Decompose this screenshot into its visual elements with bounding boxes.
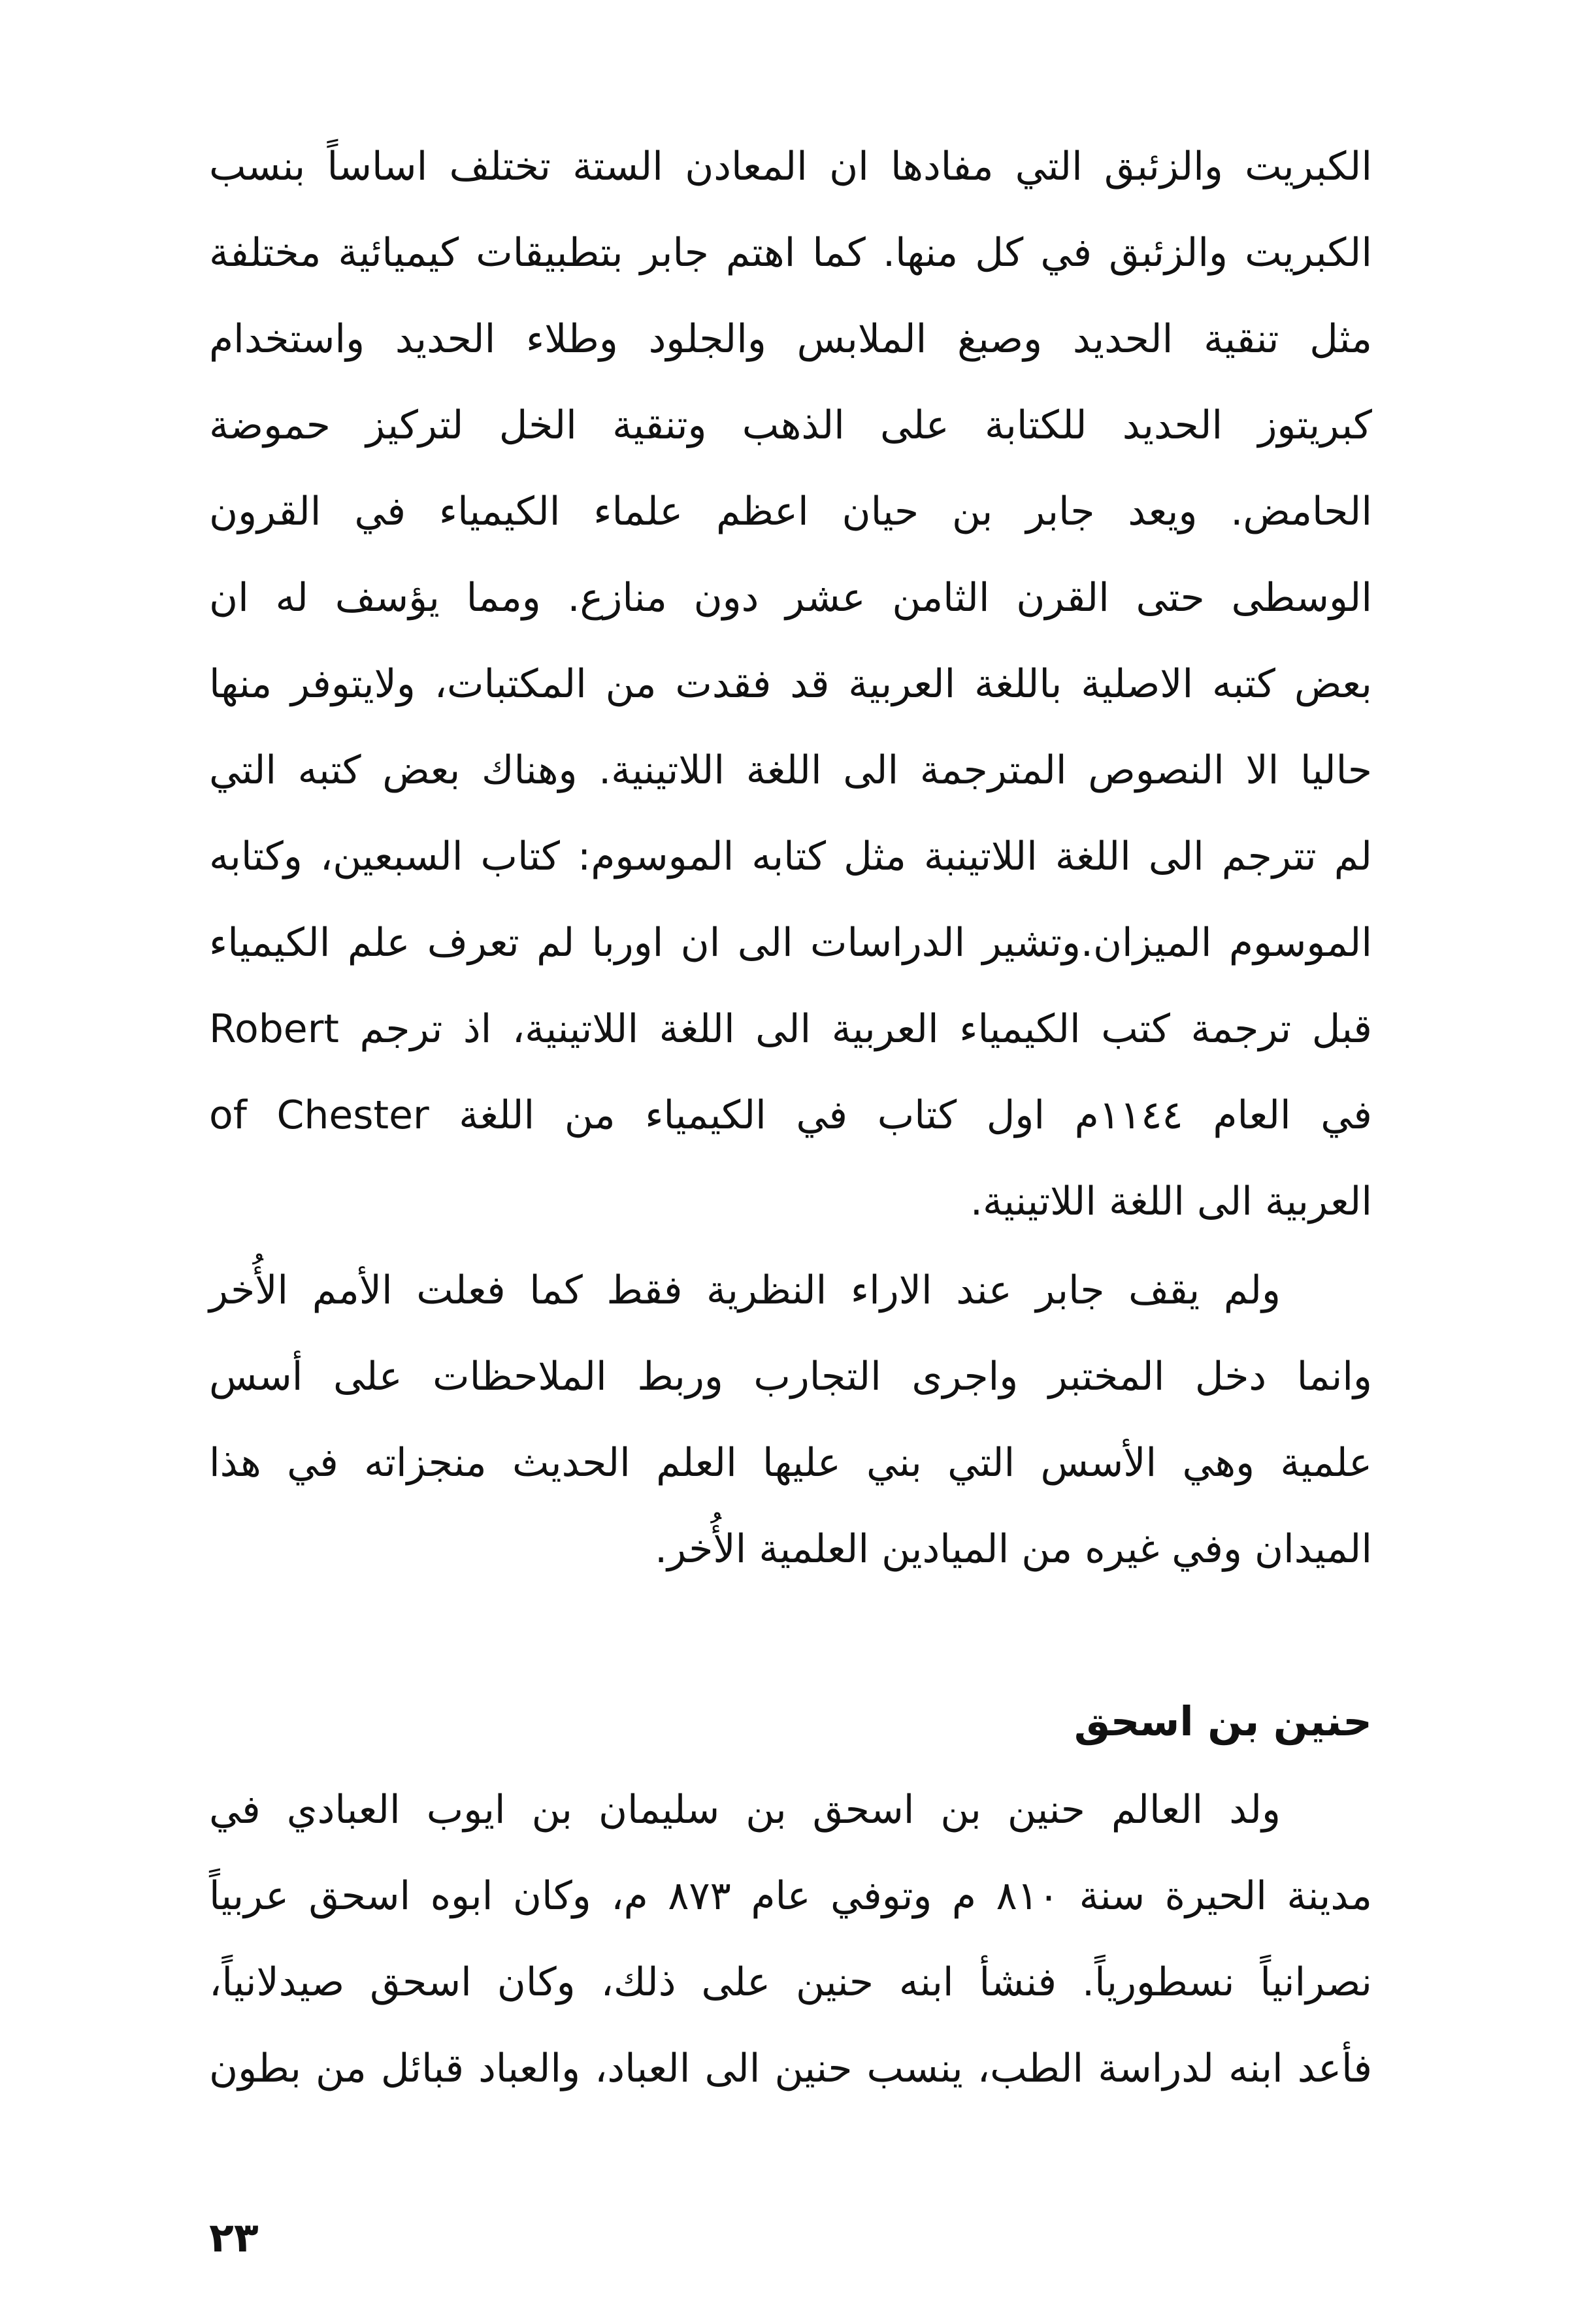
- text-line: الموسوم الميزان.وتشير الدراسات الى ان اوربا لم تعرف علم الكيمياء: [209, 920, 1372, 966]
- text-line: علمية وهي الأسس التي بني عليها العلم الحديث منجزاته في هذا: [209, 1440, 1372, 1486]
- text-line: لم تترجم الى اللغة اللاتينبة مثل كتابه الموسوم: كتاب السبعين، وكتابه: [209, 834, 1372, 879]
- section-heading: حنين بن اسحق: [1074, 1697, 1372, 1745]
- text-line: كبريتوز الحديد للكتابة على الذهب وتنقية الخل لتركيز حموضة: [209, 402, 1372, 448]
- text-line: الحامض. ويعد جابر بن حيان اعظم علماء الكيمياء في القرون: [209, 489, 1372, 534]
- text-line: حاليا الا النصوص المترجمة الى اللغة اللاتينية. وهناك بعض كتبه التي: [209, 747, 1372, 793]
- text-line: of Chester في العام ١١٤٤م اول كتاب في الكيمياء من اللغة: [209, 1092, 1372, 1138]
- text-line: الميدان وفي غيره من الميادين العلمية الأُخر.: [655, 1526, 1372, 1572]
- text-line: مثل تنقية الحديد وصبغ الملابس والجلود وطلاء الحديد واستخدام: [209, 316, 1372, 362]
- text-line: الوسطى حتى القرن الثامن عشر دون منازع. ومما يؤسف له ان: [209, 575, 1372, 621]
- text-line: الكبريت والزئبق في كل منها. كما اهتم جابر بتطبيقات كيميائية مختلفة: [209, 230, 1372, 276]
- text-line: ولد العالم حنين بن اسحق بن سليمان بن ايوب العبادي في: [209, 1787, 1281, 1833]
- text-line: العربية الى اللغة اللاتينية.: [970, 1179, 1372, 1224]
- text-line: نصرانياً نسطورياً. فنشأ ابنه حنين على ذلك، وكان اسحق صيدلانياً،: [209, 1959, 1372, 2005]
- text-line: مدينة الحيرة سنة ٨١٠ م وتوفي عام ٨٧٣ م، وكان ابوه اسحق عربياً: [209, 1873, 1373, 1919]
- text-line: الكبريت والزئبق التي مفادها ان المعادن الستة تختلف اساساً بنسب: [209, 144, 1372, 189]
- text-line: وانما دخل المختبر واجرى التجارب وربط الملاحظات على أسس: [209, 1354, 1372, 1399]
- text-line: ولم يقف جابر عند الاراء النظرية فقط كما فعلت الأمم الأُخر: [209, 1268, 1281, 1313]
- text-line: فأعد ابنه لدراسة الطب، ينسب حنين الى العباد، والعباد قبائل من بطون: [209, 2046, 1372, 2091]
- text-line: قبل ترجمة كتب الكيمياء العربية الى اللغة اللاتينية، اذ ترجم Robert: [209, 1006, 1372, 1052]
- page-number: ٢٣: [209, 2214, 259, 2261]
- text-line: بعض كتبه الاصلية باللغة العربية قد فقدت من المكتبات، ولايتوفر منها: [209, 661, 1372, 707]
